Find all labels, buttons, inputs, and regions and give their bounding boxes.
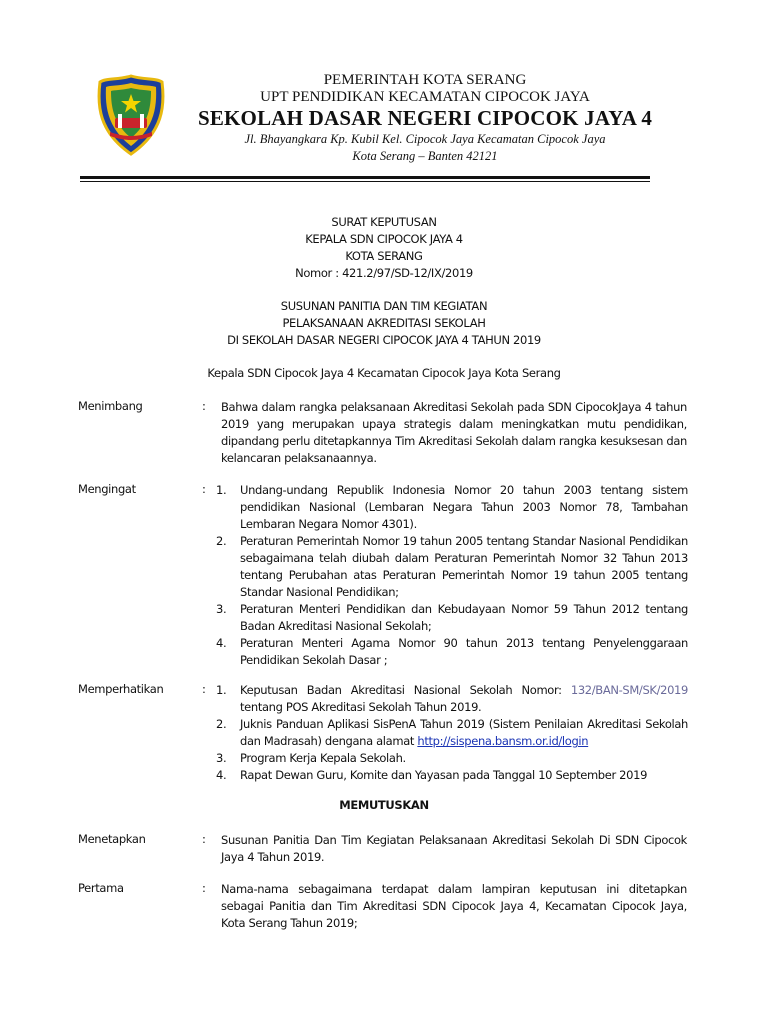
address-line-1: Jl. Bhayangkara Kp. Kubil Kel. Cipocok Jaya Kecamatan Cipocok Jaya	[244, 132, 606, 146]
list-item-text: Juknis Panduan Aplikasi SisPenA Tahun 2019 (Sistem Penilaian Akreditasi Sekolah dan Madrasah) dengana alamat	[240, 717, 688, 748]
letterhead	[180, 72, 670, 165]
list-item	[216, 682, 688, 716]
letterhead-divider-thin	[80, 181, 650, 182]
letterhead-divider-thick	[80, 176, 650, 179]
decree-issuer: KEPALA SDN CIPOCOK JAYA 4	[305, 232, 463, 246]
menimbang-colon: :	[202, 399, 206, 413]
pertama-colon: :	[202, 881, 206, 895]
menimbang-label: Menimbang	[78, 399, 143, 413]
decree-number: Nomor : 421.2/97/SD-12/IX/2019	[295, 266, 473, 280]
mengingat-colon: :	[202, 482, 206, 496]
decree-title: SURAT KEPUTUSAN	[331, 215, 437, 229]
school-name: SEKOLAH DASAR NEGERI CIPOCOK JAYA 4	[197, 106, 653, 130]
sispena-link[interactable]: http://sispena.bansm.or.id/login	[417, 734, 589, 748]
list-number: 2.	[216, 717, 227, 731]
decree-code: 132/BAN-SM/SK/2019	[570, 683, 688, 697]
list-number: 1.	[216, 683, 227, 697]
list-item	[216, 601, 688, 635]
memperhatikan-label: Memperhatikan	[78, 682, 164, 696]
memutuskan-text: MEMUTUSKAN	[339, 798, 429, 812]
decree-subject	[0, 298, 768, 349]
list-item-text: Undang-undang Republik Indonesia Nomor 20 tahun 2003 tentang sistem pendidikan Nasional (Lembaran Negara Tahun 2003 Nomor 78, Tambahan Lembaran Negara Nomor 4301).	[240, 483, 688, 531]
list-item-text-end: tentang POS Akreditasi Sekolah Tahun 2019.	[240, 700, 482, 714]
issuer-statement	[0, 365, 768, 382]
office-name: UPT PENDIDIKAN KECAMATAN CIPOCOK JAYA	[260, 89, 590, 105]
decree-city: KOTA SERANG	[345, 249, 423, 263]
subject-line-1: SUSUNAN PANITIA DAN TIM KEGIATAN	[280, 299, 488, 313]
list-item-text: Program Kerja Kepala Sekolah.	[240, 751, 406, 765]
list-item	[216, 635, 688, 669]
list-item-text: Rapat Dewan Guru, Komite dan Yayasan pada Tanggal 10 September 2019	[240, 768, 648, 782]
list-item-text: Peraturan Pemerintah Nomor 19 tahun 2005 tentang Standar Nasional Pendidikan sebagaimana telah diubah dalam Peraturan Pemerintah Nomor 32 Tahun 2013 tentang Perubahan atas Peraturan Pemerintah Nomor 19 tahun 2005 tentang Standar Nasional Pendidikan;	[240, 534, 688, 599]
menetapkan-text: Susunan Panitia Dan Tim Kegiatan Pelaksanaan Akreditasi Sekolah Di SDN Cipocok Jaya 4 Tahun 2019.	[221, 833, 687, 864]
list-item	[216, 750, 688, 767]
menetapkan-label: Menetapkan	[78, 832, 146, 846]
decree-heading	[0, 214, 768, 282]
issuer-text: Kepala SDN Cipocok Jaya 4 Kecamatan Cipocok Jaya Kota Serang	[207, 366, 561, 380]
menimbang-text: Bahwa dalam rangka pelaksanaan Akreditasi Sekolah pada SDN CipocokJaya 4 tahun 2019 yang merupakan upaya strategis dalam meningkatkan mutu pendidikan, dipandang perlu ditetapkannya Tim Akreditasi Sekolah dalam rangka kesuksesan dan kelancaran pelaksanaannya.	[221, 400, 687, 465]
list-item-text: Peraturan Menteri Pendidikan dan Kebudayaan Nomor 59 Tahun 2012 tentang Badan Akreditasi Nasional Sekolah;	[240, 602, 688, 633]
list-number: 1.	[216, 483, 227, 497]
mengingat-label: Mengingat	[78, 482, 136, 496]
pertama-label: Pertama	[78, 881, 124, 895]
list-item	[216, 482, 688, 533]
list-number: 2.	[216, 534, 227, 548]
kota-serang-emblem-logo	[96, 74, 166, 156]
list-number: 3.	[216, 602, 227, 616]
list-item-text: Keputusan Badan Akreditasi Nasional Sekolah Nomor:	[240, 683, 571, 697]
mengingat-list	[216, 482, 688, 669]
list-number: 4.	[216, 768, 227, 782]
subject-line-2: PELAKSANAAN AKREDITASI SEKOLAH	[282, 316, 486, 330]
list-item	[216, 767, 688, 784]
address-line-2: Kota Serang – Banten 42121	[352, 149, 498, 163]
list-item-text: Peraturan Menteri Agama Nomor 90 tahun 2013 tentang Penyelenggaraan Pendidikan Sekolah Dasar ;	[240, 636, 688, 667]
menetapkan-colon: :	[202, 832, 206, 846]
government-name: PEMERINTAH KOTA SERANG	[323, 72, 527, 88]
list-number: 3.	[216, 751, 227, 765]
memperhatikan-colon: :	[202, 682, 206, 696]
pertama-text: Nama-nama sebagaimana terdapat dalam lampiran keputusan ini ditetapkan sebagai Panitia dan Tim Akreditasi SDN Cipocok Jaya 4, Kecamatan Cipocok Jaya, Kota Serang Tahun 2019;	[221, 882, 687, 930]
memperhatikan-list	[216, 682, 688, 784]
subject-line-3: DI SEKOLAH DASAR NEGERI CIPOCOK JAYA 4 TAHUN 2019	[227, 333, 541, 347]
memutuskan-heading	[0, 797, 768, 814]
list-item	[216, 716, 688, 750]
list-number: 4.	[216, 636, 227, 650]
list-item	[216, 533, 688, 601]
